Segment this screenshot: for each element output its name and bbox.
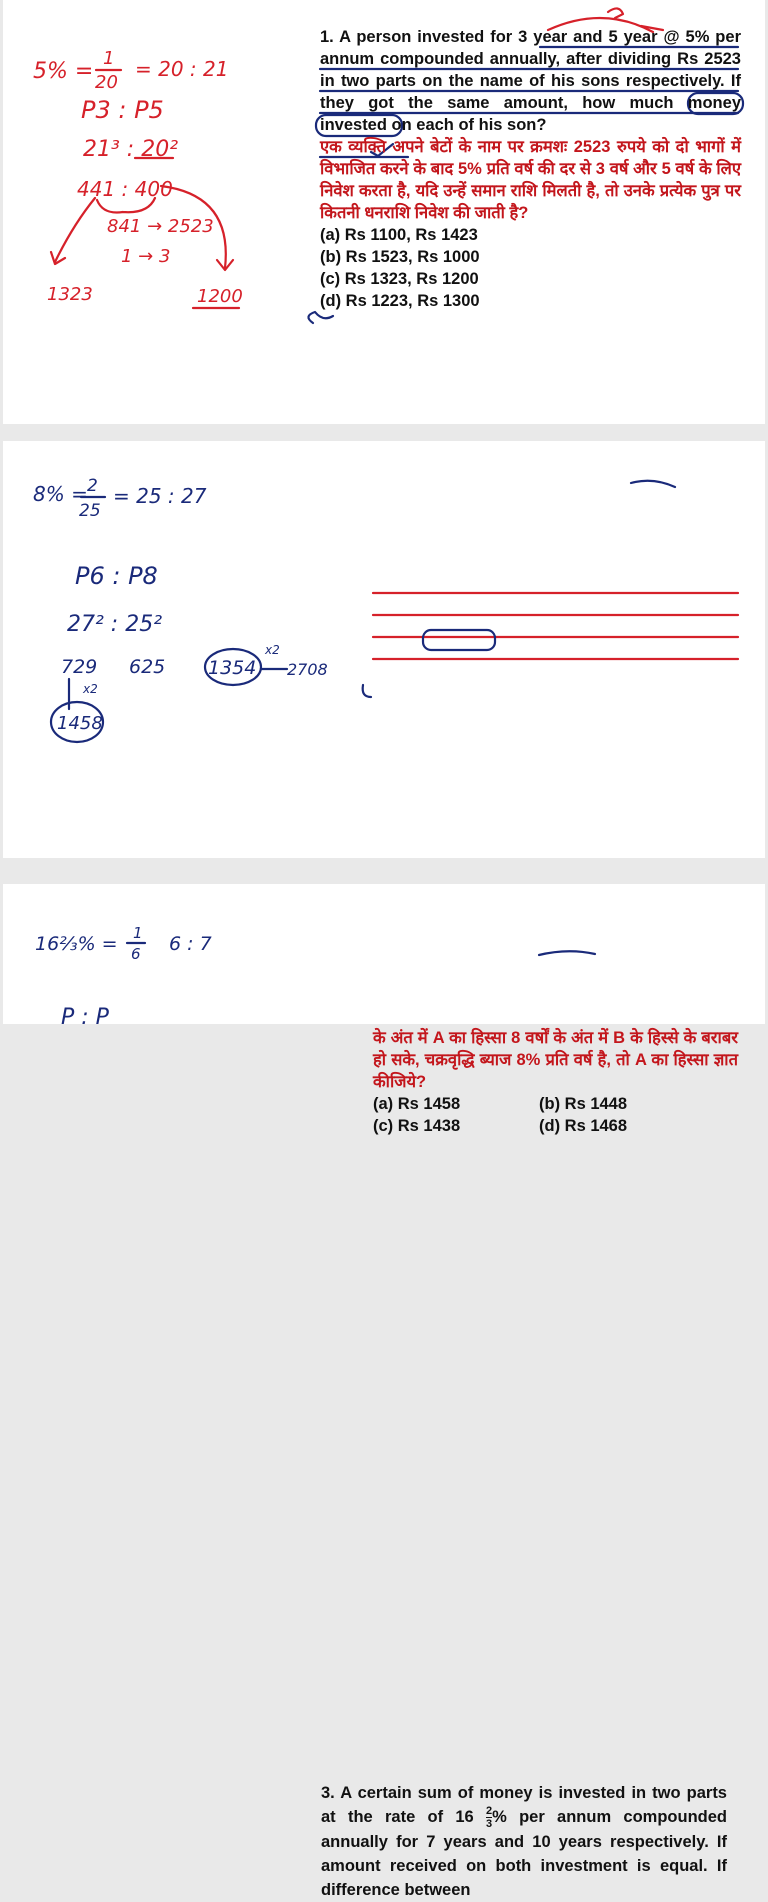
mark-answer-tick-2: [363, 685, 371, 697]
hw-frac-num-3: 1: [133, 924, 143, 942]
hw-ans-left-1: 1323: [47, 284, 93, 305]
question-1-english: 1. A person invested for 3 year and 5 year @ 5% per annum compounded annually, after dividing Rs 2523 in two parts on the name of his sons respectively. If they got the same amount, how much money invested on each of his son?: [320, 28, 741, 134]
hw-frac-den-2: 25: [79, 501, 101, 521]
q2-option-b[interactable]: (b) Rs 1448: [539, 1095, 628, 1113]
hw-p-ratio-2: P6 : P8: [75, 562, 158, 590]
q1-option-b[interactable]: (b) Rs 1523, Rs 1000: [320, 248, 480, 266]
hw-power-ratio-1: 21³ : 20²: [83, 137, 179, 162]
hw-p-ratio-3: P : P: [61, 1005, 109, 1030]
hw-unit-1: 1 → 3: [121, 246, 171, 267]
q2-option-d[interactable]: (d) Rs 1468: [539, 1117, 628, 1135]
hw-rate-2: 8% =: [33, 482, 88, 506]
question-2-hindi: के अंत में A का हिस्सा 8 वर्षों के अंत में B के हिस्से के बराबर हो सके, चक्रवृद्धि ब्याज 8% प्रति वर्ष है, तो A का हिस्सा ज्ञात कीजिये?: [373, 1029, 738, 1091]
question-3-text-pre: 3. A certain sum of money is invested in two parts at the rate of 16: [321, 1784, 727, 1826]
hw-nums-1: 441 : 400: [77, 177, 173, 201]
q2-options: [373, 1093, 738, 1137]
question-3: [321, 1781, 727, 1902]
mark-circle-rate: [423, 630, 495, 650]
hw-x2-top: x2: [265, 643, 280, 657]
hw-rate-3: 16⅔% =: [35, 933, 118, 955]
q1-option-d[interactable]: (d) Rs 1223, Rs 1300: [320, 292, 480, 310]
hw-total-2: 2708: [287, 660, 328, 679]
mark-seven-underline: [539, 951, 595, 955]
handwritten-solution-2: [3, 441, 765, 858]
hw-n3-2: 1354: [208, 657, 257, 679]
hw-frac-num-1: 1: [103, 48, 115, 69]
question-1: [320, 26, 741, 312]
mark-years-arc: [631, 481, 675, 487]
question-1-hindi: एक व्यक्ति अपने बेटों के नाम पर क्रमशः 2523 रुपये को दो भागों में विभाजित करने के बाद 5% प्रति वर्ष की दर से 3 वर्ष और 5 वर्ष के लिए निवेश करता है, यदि उन्हें समान राशि मिलती है, तो उनके प्रत्येक पुत्र पर कितनी धनराशि निवेश की जाती है?: [320, 138, 741, 222]
q2-option-a[interactable]: (a) Rs 1458: [373, 1095, 461, 1113]
handwritten-solution-3: [3, 884, 765, 1030]
hw-frac-num-2: 2: [87, 476, 98, 496]
q1-option-a[interactable]: (a) Rs 1100, Rs 1423: [320, 226, 478, 244]
hw-arrow-left-1: [55, 198, 95, 262]
question-3-english: [321, 1781, 727, 1902]
hw-ratio-2: = 25 : 27: [113, 484, 207, 508]
hw-two-mark-1: [608, 8, 623, 18]
hw-p-ratio-1: P3 : P5: [81, 96, 164, 124]
hw-frac-den-1: 20: [95, 72, 118, 93]
hw-ratio-1: = 20 : 21: [135, 57, 229, 81]
hw-total-1: 841 → 2523: [107, 216, 214, 237]
hw-answer-2: 1458: [57, 713, 103, 734]
hw-x2-down: x2: [83, 682, 98, 696]
hw-ans-right-1: 1200: [197, 286, 243, 307]
hw-power-ratio-2: 27² : 25²: [67, 612, 163, 637]
hw-n2-2: 625: [129, 656, 166, 678]
hw-n1-2: 729: [61, 656, 98, 678]
question-3-frac-num: 2: [486, 1805, 493, 1818]
question-3-text-post: % per annum compounded annually for 7 years and 10 years respectively. If amount received on both investment is equal. If difference between: [321, 1808, 727, 1900]
question-3-frac-den: 3: [486, 1818, 493, 1831]
hw-rate-1: 5% =: [33, 59, 94, 84]
q2-option-c[interactable]: (c) Rs 1438: [373, 1117, 461, 1135]
q1-option-c[interactable]: (c) Rs 1323, Rs 1200: [320, 270, 479, 288]
hw-frac-den-3: 6: [131, 945, 141, 963]
question-card-1: [3, 0, 765, 424]
hw-ratio-3: 6 : 7: [169, 933, 212, 955]
